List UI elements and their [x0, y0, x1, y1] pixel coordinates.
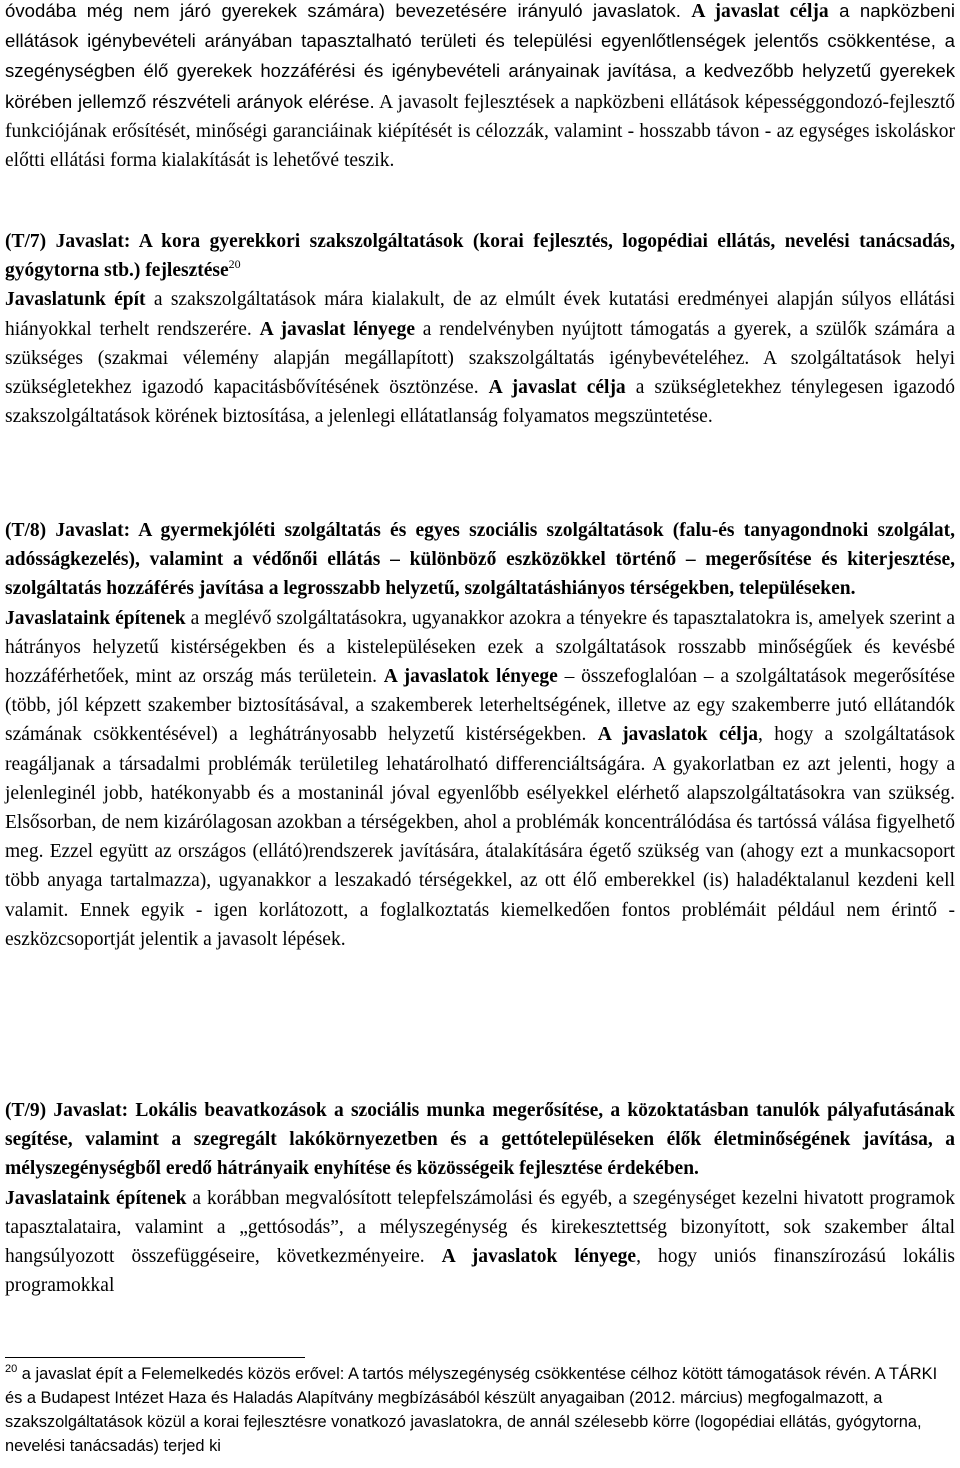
section-t8-heading: (T/8) Javaslat: A gyermekjóléti szolgáltatás és egyes szociális szolgáltatások (falu-és tanyagondnoki szolgálat, adósságkezelés), valamint a védőnői ellátás – különböző eszközökkel történő – megerősítése és kiterjesztése, szolgáltatás hozzáférés javítása a legrosszabb helyzetű, szolgáltatáshiányos térségekben, településeken.	[5, 520, 955, 600]
t8-basis-label: Javaslataink építenek	[5, 607, 186, 629]
paragraph-intro	[5, 0, 955, 175]
goal-label: A javaslat célja	[691, 1, 829, 22]
footnote-20	[5, 1362, 955, 1458]
section-t7	[5, 227, 955, 431]
section-t9-heading: (T/9) Javaslat: Lokális beavatkozások a szociális munka megerősítése, a közoktatásban tanulók pályafutásának segítése, valamint a szegregált lakókörnyezetben és a gettótelepüléseken élők életminőségének javítása, a mélyszegénységből eredő hátrányaik enyhítése és közösségeik fejlesztése érdekében.	[5, 1100, 955, 1180]
footnote-ref-20[interactable]: 20	[228, 257, 241, 272]
intro-sentence: óvodába még nem járó gyerekek számára) bevezetésére irányuló javaslatok.	[5, 0, 692, 21]
t7-basis-text: a szakszolgáltatások mára kialakult, de az elmúlt évek kutatási eredményei alapján súlyos ellátási hiányokkal terhelt rendszerére.	[5, 289, 955, 340]
t8-goal-label: A javaslatok célja	[597, 724, 758, 746]
t9-basis-text: a korábban megvalósított telepfelszámolási és egyéb, a szegénységet kezelni hivatott programok tapasztalataira, valamint a „gettósodás”, a mélyszegénység és kirekesztettség bizonyított, sok szakember által hangsúlyozott összefüggéseire, következményeire.	[5, 1187, 955, 1268]
t9-essence-label: A javaslatok lényege	[441, 1246, 637, 1268]
t9-basis-label: Javaslataink építenek	[5, 1187, 187, 1209]
footnote-divider	[5, 1357, 305, 1358]
goal-text: a napközbeni ellátások igénybevételi arányában tapasztalható területi és települési egyenlőtlenségek jelentős csökkentése, a szegénységben élő gyerekek hozzáférési és igénybevételi arányainak javítása, a kedvezőbb helyzetű gyerekek körében jellemző részvételi arányok elérése.	[5, 0, 955, 112]
t9-essence-text: , hogy uniós finanszírozású lokális programokkal	[5, 1246, 956, 1297]
t8-goal-text: , hogy a szolgáltatások reagáljanak a társadalmi problémák területileg lehatárolható differenciáltságára. A gyakorlatban ez azt jelenti, hogy a jelenleginél jobb, hatékonyabb és a mostaninál jóval egyenlőbb esélyekkel elérhető alapszolgáltatásokra van szükség. Elsősorban, de nem kizárólagosan azokban a térségekben, ahol a problémák koncentrálódása és tartóssá válása figyelhető meg. Ezzel együtt az országos (ellátó)rendszerek javítására, átalakítására égető szükség van (ahogy ezt a munkacsoport több anyaga tartalmazza), ugyanakkor a leszakadó térségekkel, az ott élő emberekkel (is) haladéktalanul kezdeni kell valamit. Ennek egyik - igen korlátozott, a foglalkoztatás kiemelkedően fontos problémáit például nem érintő - eszközcsoportját jelentik a javasolt lépések.	[5, 724, 956, 950]
t7-basis-label: Javaslatunk épít	[5, 289, 146, 311]
section-t9	[5, 1096, 955, 1300]
t7-essence-label: A javaslat lényege	[259, 318, 415, 340]
t7-goal-label: A javaslat célja	[488, 377, 626, 399]
development-text: A javasolt fejlesztések a napközbeni ellátások képességgondozó-fejlesztő funkciójának erősítését, minőségi garanciáinak kiépítését is célozzák, valamint - hosszabb távon - az egységes iskoláskor előtti ellátási forma kialakítását is lehetővé teszik.	[5, 91, 956, 172]
footnote-number: 20	[5, 1363, 18, 1375]
t7-essence-text: a rendelvényben nyújtott támogatás a gyerek, a szülők számára a szükséges (szakmai vélemény alapján megállapított) szakszolgáltatás igénybevételéhez. A szolgáltatások helyi szükségletekhez igazodó kapacitásbővítésének ösztönzése.	[5, 318, 955, 399]
t7-goal-text: a szükségletekhez ténylegesen igazodó szakszolgáltatások körének biztosítása, a jelenlegi ellátatlanság folyamatos megszüntetése.	[5, 377, 955, 428]
t8-basis-text: a meglévő szolgáltatásokra, ugyanakkor azokra a tényekre és tapasztalatokra is, amelyek szerint a hátrányos helyzetű kistérségekben és a kistelepüléseken ezek a szolgáltatások rosszabb minőségűek és kevésbé hozzáférhetőek, mint az ország más területein.	[5, 607, 956, 688]
section-t8	[5, 516, 955, 954]
t8-essence-text: – összefoglalóan – a szolgáltatások megerősítése (több, jól képzett szakember biztosításával, a szakemberek leterheltségének, illetve az egy szakemberre jutó ellátandók számának csökkentésével) a leghátrányosabb helyzetű kistérségekben.	[5, 666, 956, 746]
footnote-text: a javaslat épít a Felemelkedés közös erővel: A tartós mélyszegénység csökkentése célhoz kötött támogatások révén. A TÁRKI és a Budapest Intézet Haza és Haladás Alapítvány megbízásából készült anyagaiban (2012. március) megfogalmazott, a szakszolgáltatások közül a korai fejlesztésre vonatkozó javaslatokra, de annál szélesebb körre (logopédiai ellátás, gyógytorna, nevelési tanácsadás) terjed ki	[5, 1365, 938, 1455]
section-t7-heading: (T/7) Javaslat: A kora gyerekkori szakszolgáltatások (korai fejlesztés, logopédiai ellátás, nevelési tanácsadás, gyógytorna stb.) fejlesztése	[5, 231, 955, 282]
t8-essence-label: A javaslatok lényege	[383, 666, 558, 688]
